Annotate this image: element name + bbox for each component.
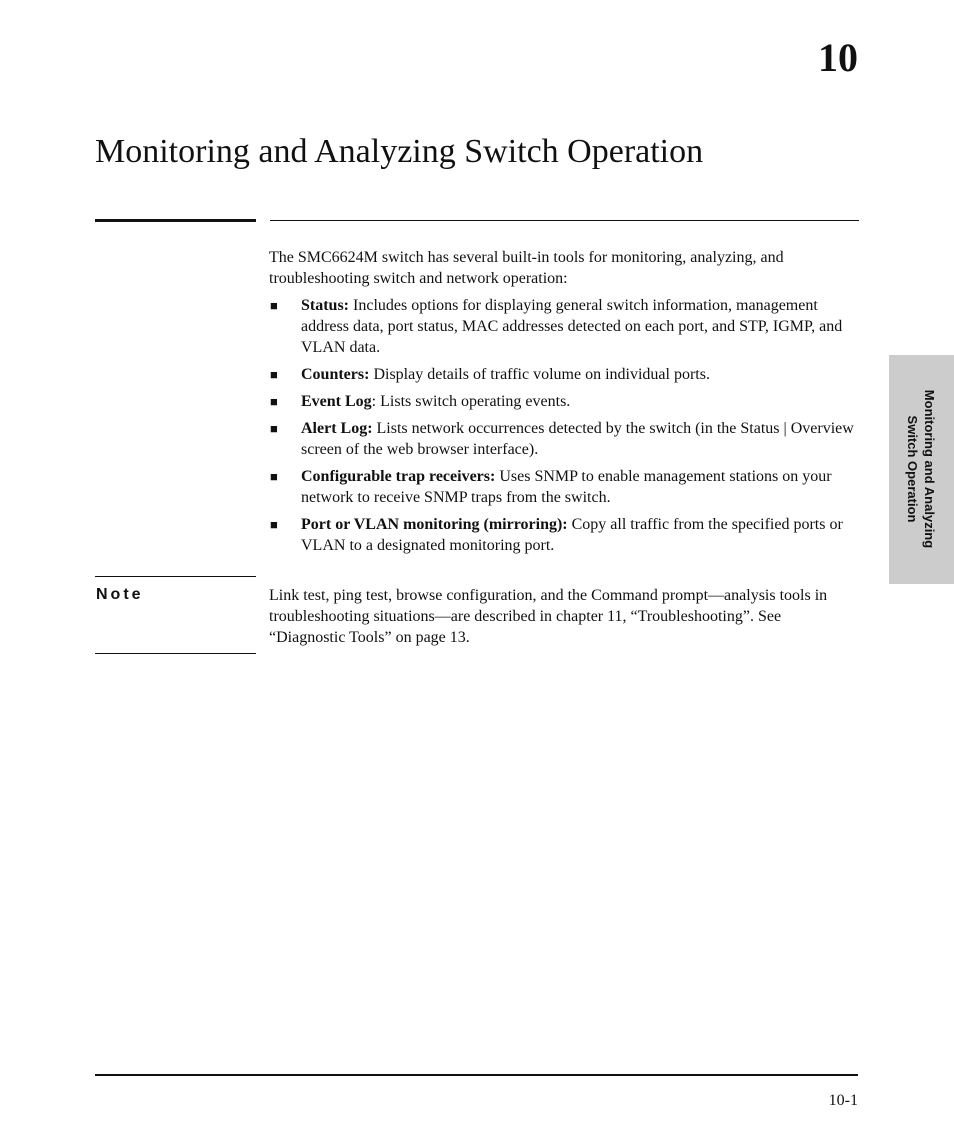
feature-description: : Lists switch operating events. [371,393,571,410]
feature-item-event-log [269,391,861,412]
bullet-square-icon: ■ [270,517,278,532]
page-title: Monitoring and Analyzing Switch Operation [95,133,704,170]
chapter-number: 10 [818,35,858,80]
feature-name: Status: [301,297,350,314]
bullet-square-icon: ■ [270,298,278,313]
header-rule-thin [270,220,859,221]
feature-description: Copy all traffic from the specified ports or VLAN to a designated monitoring port. [301,516,843,554]
side-tab-label [904,390,938,548]
feature-description: Lists network occurrences detected by the switch (in the Status | Overview screen of the web browser interface). [301,420,854,458]
page-number: 10-1 [828,1092,858,1109]
feature-name: Configurable trap receivers: [301,468,496,485]
intro-paragraph: The SMC6624M switch has several built-in tools for monitoring, analyzing, and troubleshooting switch and network operation: [269,249,784,287]
note-text: Link test, ping test, browse configuration, and the Command prompt—analysis tools in troubleshooting situations—are described in chapter 11, “Troubleshooting”. See “Diagnostic Tools” on page 13. [269,587,828,646]
feature-item-alert-log [269,418,861,460]
feature-name: Port or VLAN monitoring (mirroring): [301,516,568,533]
footer-rule [95,1074,858,1076]
side-tab-line-1: Monitoring and Analyzing [922,389,937,549]
feature-name: Counters: [301,366,370,383]
feature-name: Alert Log: [301,420,373,437]
bullet-square-icon: ■ [270,421,278,436]
bullet-square-icon: ■ [270,469,278,484]
note-rule-bottom [95,653,256,654]
feature-item-port-monitoring [269,514,861,556]
feature-item-trap-receivers [269,466,861,508]
feature-item-counters [269,364,861,385]
feature-name: Event Log [301,393,372,410]
feature-description: Uses SNMP to enable management stations on your network to receive SNMP traps from the switch. [301,468,832,506]
feature-list [269,295,861,556]
feature-item-status [269,295,861,358]
chapter-side-tab [889,355,954,584]
bullet-square-icon: ■ [270,394,278,409]
feature-description: Includes options for displaying general switch information, management address data, port status, MAC addresses detected on each port, and STP, IGMP, and VLAN data. [301,297,843,356]
header-rule-thick [95,219,256,222]
note-rule-top [95,576,256,577]
bullet-square-icon: ■ [270,367,278,382]
note-label: Note [96,586,144,603]
main-content [269,247,861,562]
feature-description: Display details of traffic volume on individual ports. [369,366,710,383]
side-tab-line-2: Switch Operation [905,415,920,523]
